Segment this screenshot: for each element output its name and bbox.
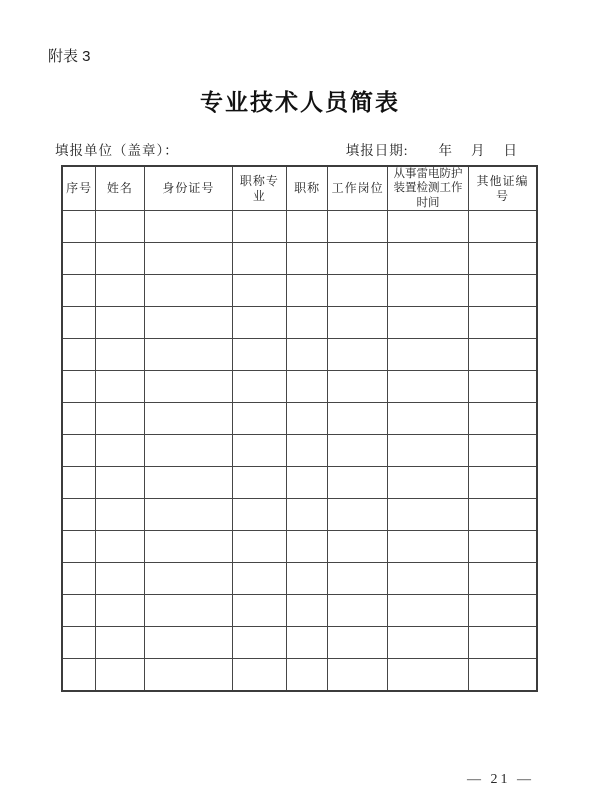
empty-cell <box>328 435 387 467</box>
column-header-title-specialty: 职称专业 <box>233 166 287 211</box>
empty-cell <box>96 371 144 403</box>
empty-cell <box>469 467 537 499</box>
empty-cell <box>233 243 287 275</box>
column-header-serial-number: 序号 <box>62 166 96 211</box>
empty-cell <box>144 435 232 467</box>
empty-cell <box>144 275 232 307</box>
page-title: 专业技术人员简表 <box>200 90 400 115</box>
column-header-lightning-detection-work-time: 从事雷电防护装置检测工作时间 <box>387 166 468 211</box>
empty-cell <box>286 403 328 435</box>
empty-cell <box>62 435 96 467</box>
empty-cell <box>328 243 387 275</box>
empty-cell <box>469 595 537 627</box>
form-header-line <box>55 139 518 159</box>
empty-cell <box>328 275 387 307</box>
empty-cell <box>233 275 287 307</box>
empty-cell <box>96 595 144 627</box>
empty-cell <box>387 531 468 563</box>
empty-cell <box>328 467 387 499</box>
empty-cell <box>96 403 144 435</box>
table-row <box>62 595 537 627</box>
empty-cell <box>469 659 537 691</box>
empty-cell <box>286 499 328 531</box>
empty-cell <box>62 307 96 339</box>
table-row <box>62 275 537 307</box>
empty-cell <box>96 339 144 371</box>
empty-cell <box>96 659 144 691</box>
empty-cell <box>387 435 468 467</box>
empty-cell <box>144 563 232 595</box>
table-row <box>62 243 537 275</box>
table-row <box>62 467 537 499</box>
empty-cell <box>233 499 287 531</box>
empty-cell <box>387 243 468 275</box>
empty-cell <box>286 275 328 307</box>
empty-cell <box>469 531 537 563</box>
table-row <box>62 499 537 531</box>
empty-cell <box>96 563 144 595</box>
empty-cell <box>469 403 537 435</box>
table-row <box>62 563 537 595</box>
empty-cell <box>387 627 468 659</box>
empty-cell <box>469 499 537 531</box>
empty-cell <box>469 563 537 595</box>
empty-cell <box>286 595 328 627</box>
empty-cell <box>62 595 96 627</box>
table-row <box>62 211 537 243</box>
empty-cell <box>144 467 232 499</box>
empty-cell <box>144 627 232 659</box>
empty-cell <box>62 243 96 275</box>
table-row <box>62 307 537 339</box>
empty-cell <box>233 467 287 499</box>
empty-cell <box>96 275 144 307</box>
empty-cell <box>233 659 287 691</box>
empty-cell <box>62 467 96 499</box>
empty-cell <box>233 339 287 371</box>
empty-cell <box>387 339 468 371</box>
empty-cell <box>144 243 232 275</box>
personnel-table <box>61 165 538 692</box>
table-row <box>62 403 537 435</box>
column-header-id-number: 身份证号 <box>144 166 232 211</box>
empty-cell <box>96 499 144 531</box>
empty-cell <box>96 627 144 659</box>
empty-cell <box>469 627 537 659</box>
column-header-name: 姓名 <box>96 166 144 211</box>
empty-cell <box>233 435 287 467</box>
empty-cell <box>62 531 96 563</box>
empty-cell <box>62 627 96 659</box>
table-row <box>62 659 537 691</box>
empty-cell <box>387 403 468 435</box>
date-day-label: 日 <box>503 143 518 158</box>
empty-cell <box>62 403 96 435</box>
empty-cell <box>387 595 468 627</box>
empty-cell <box>96 435 144 467</box>
empty-cell <box>144 339 232 371</box>
column-header-title: 职称 <box>286 166 328 211</box>
empty-cell <box>144 659 232 691</box>
column-header-work-post: 工作岗位 <box>328 166 387 211</box>
empty-cell <box>62 659 96 691</box>
empty-cell <box>469 307 537 339</box>
empty-cell <box>328 563 387 595</box>
empty-cell <box>144 211 232 243</box>
empty-cell <box>469 339 537 371</box>
empty-cell <box>144 531 232 563</box>
empty-cell <box>387 563 468 595</box>
reporting-unit-label: 填报单位（盖章）： <box>55 143 179 158</box>
empty-cell <box>62 563 96 595</box>
attachment-label: 附表 3 <box>48 48 91 65</box>
empty-cell <box>328 403 387 435</box>
empty-cell <box>286 211 328 243</box>
table-row <box>62 339 537 371</box>
empty-cell <box>469 371 537 403</box>
empty-cell <box>328 659 387 691</box>
empty-cell <box>469 435 537 467</box>
empty-cell <box>328 307 387 339</box>
empty-cell <box>62 339 96 371</box>
empty-cell <box>62 499 96 531</box>
empty-cell <box>328 531 387 563</box>
empty-cell <box>286 627 328 659</box>
empty-cell <box>286 435 328 467</box>
empty-cell <box>144 499 232 531</box>
empty-cell <box>286 243 328 275</box>
empty-cell <box>387 275 468 307</box>
empty-cell <box>469 211 537 243</box>
empty-cell <box>144 403 232 435</box>
empty-cell <box>233 371 287 403</box>
empty-cell <box>144 595 232 627</box>
reporting-date-label: 填报日期: <box>345 143 409 158</box>
empty-cell <box>96 531 144 563</box>
empty-cell <box>328 595 387 627</box>
empty-cell <box>286 563 328 595</box>
empty-cell <box>233 563 287 595</box>
reporting-date-group <box>346 139 518 159</box>
empty-cell <box>233 627 287 659</box>
empty-cell <box>328 211 387 243</box>
empty-cell <box>286 531 328 563</box>
empty-cell <box>328 627 387 659</box>
column-header-other-certificate-number: 其他证编号 <box>469 166 537 211</box>
empty-cell <box>286 307 328 339</box>
empty-cell <box>328 371 387 403</box>
empty-cell <box>387 499 468 531</box>
empty-cell <box>233 595 287 627</box>
empty-cell <box>469 275 537 307</box>
empty-cell <box>286 467 328 499</box>
table-row <box>62 627 537 659</box>
empty-cell <box>387 211 468 243</box>
table-row <box>62 531 537 563</box>
empty-cell <box>387 467 468 499</box>
empty-cell <box>233 211 287 243</box>
empty-cell <box>387 371 468 403</box>
empty-cell <box>233 307 287 339</box>
empty-cell <box>96 211 144 243</box>
empty-cell <box>469 243 537 275</box>
table-header-row <box>62 166 537 211</box>
empty-cell <box>62 211 96 243</box>
empty-cell <box>286 659 328 691</box>
page-number: — 21 — <box>467 772 534 787</box>
empty-cell <box>328 339 387 371</box>
empty-cell <box>62 275 96 307</box>
date-year-label: 年 <box>438 143 453 158</box>
empty-cell <box>286 339 328 371</box>
empty-cell <box>233 531 287 563</box>
empty-cell <box>96 307 144 339</box>
empty-cell <box>62 371 96 403</box>
empty-cell <box>96 243 144 275</box>
empty-cell <box>286 371 328 403</box>
table-row <box>62 371 537 403</box>
empty-cell <box>387 307 468 339</box>
empty-cell <box>328 499 387 531</box>
date-month-label: 月 <box>471 143 486 158</box>
empty-cell <box>387 659 468 691</box>
empty-cell <box>96 467 144 499</box>
empty-cell <box>233 403 287 435</box>
table-row <box>62 435 537 467</box>
empty-cell <box>144 307 232 339</box>
empty-cell <box>144 371 232 403</box>
